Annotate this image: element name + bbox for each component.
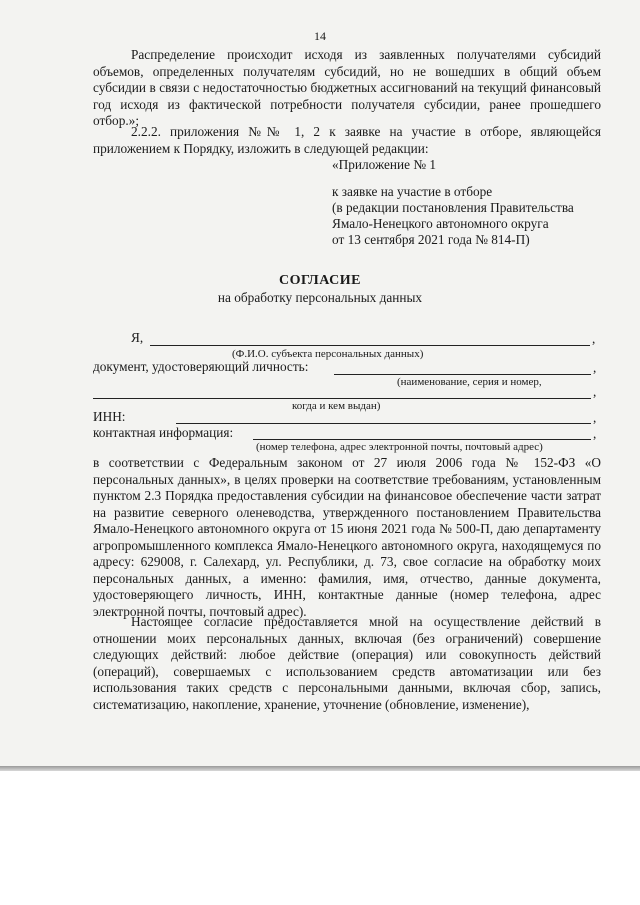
contact-field-line[interactable] [253,439,591,440]
inn-comma: , [593,410,597,425]
document-comma: , [593,360,597,375]
document-field-line[interactable] [334,374,591,375]
inn-field-line[interactable] [176,423,591,424]
document-title: СОГЛАСИЕ [279,273,361,288]
contact-comma: , [593,426,597,441]
contact-label: контактная информация: [93,425,234,440]
contact-caption: (номер телефона, адрес электронной почты, почтовый адрес) [256,441,543,453]
appendix-line-1: «Приложение № 1 [332,157,436,172]
scan-bottom-edge [0,766,640,771]
fio-comma: , [592,331,596,346]
intro-paragraph: Распределение происходит исходя из заявленных получателями субсидий объемов, определенных получателям субсидий, но не вошедших в общий объем субсидии в связи с недостаточностью бюджетных ассигнований на текущий финансовый год исходя из фактической потребности получателя субсидии, ранее прошедшего отбор.»; [93,47,601,128]
clause-paragraph: 2.2.2. приложения №№ 1, 2 к заявке на участие в отборе, являющейся приложением к Порядку, изложить в следующей редакции: [93,124,601,156]
document-field-line-2[interactable] [93,398,591,399]
fio-field-line[interactable] [150,345,590,346]
page-number: 14 [314,29,326,43]
i-label: Я, [131,330,144,345]
fio-caption: (Ф.И.О. субъекта персональных данных) [232,348,424,360]
appendix-line-5: от 13 сентября 2021 года № 814-П) [332,232,530,247]
appendix-line-4: Ямало-Ненецкого автономного округа [332,216,549,231]
document-caption: (наименование, серия и номер, [397,376,542,388]
inn-label: ИНН: [93,409,126,424]
document-comma-2: , [593,384,597,399]
appendix-line-2: к заявке на участие в отборе [332,184,493,199]
document-subtitle: на обработку персональных данных [217,290,423,305]
document-label: документ, удостоверяющий личность: [93,359,309,374]
appendix-line-3: (в редакции постановления Правительства [332,200,574,215]
final-paragraph: Настоящее согласие предоставляется мной на осуществление действий в отношении моих персональных данных, включая (без ограничений) совершение следующих действий: любое действие (операция) или совокупность действий (операций), совершаемых с использованием средств автоматизации или без использования таких средств с персональными данными, включая сбор, запись, систематизацию, накопление, хранение, уточнение (обновление, изменение), [93,614,601,712]
consent-paragraph: в соответствии с Федеральным законом от 27 июля 2006 года № 152-ФЗ «О персональных данных», в целях проверки на соответствие требованиям, установленным пунктом 2.3 Порядка предоставления субсидии на финансовое обеспечение части затрат на развитие северного оленеводства, утвержденного постановлением Правительства Ямало-Ненецкого автономного округа от 15 июня 2021 года № 500-П, даю департаменту агропромышленного комплекса Ямало-Ненецкого автономного округа, находящемуся по адресу: 629008, г. Салехард, ул. Республики, д. 73, свое согласие на обработку моих персональных данных, а именно: фамилия, имя, отчество, данные документа, удостоверяющего личность, ИНН, контактные данные (номер телефона, адрес электронной почты, почтовый адрес). [93,455,601,619]
document-caption-2: когда и кем выдан) [292,400,381,412]
